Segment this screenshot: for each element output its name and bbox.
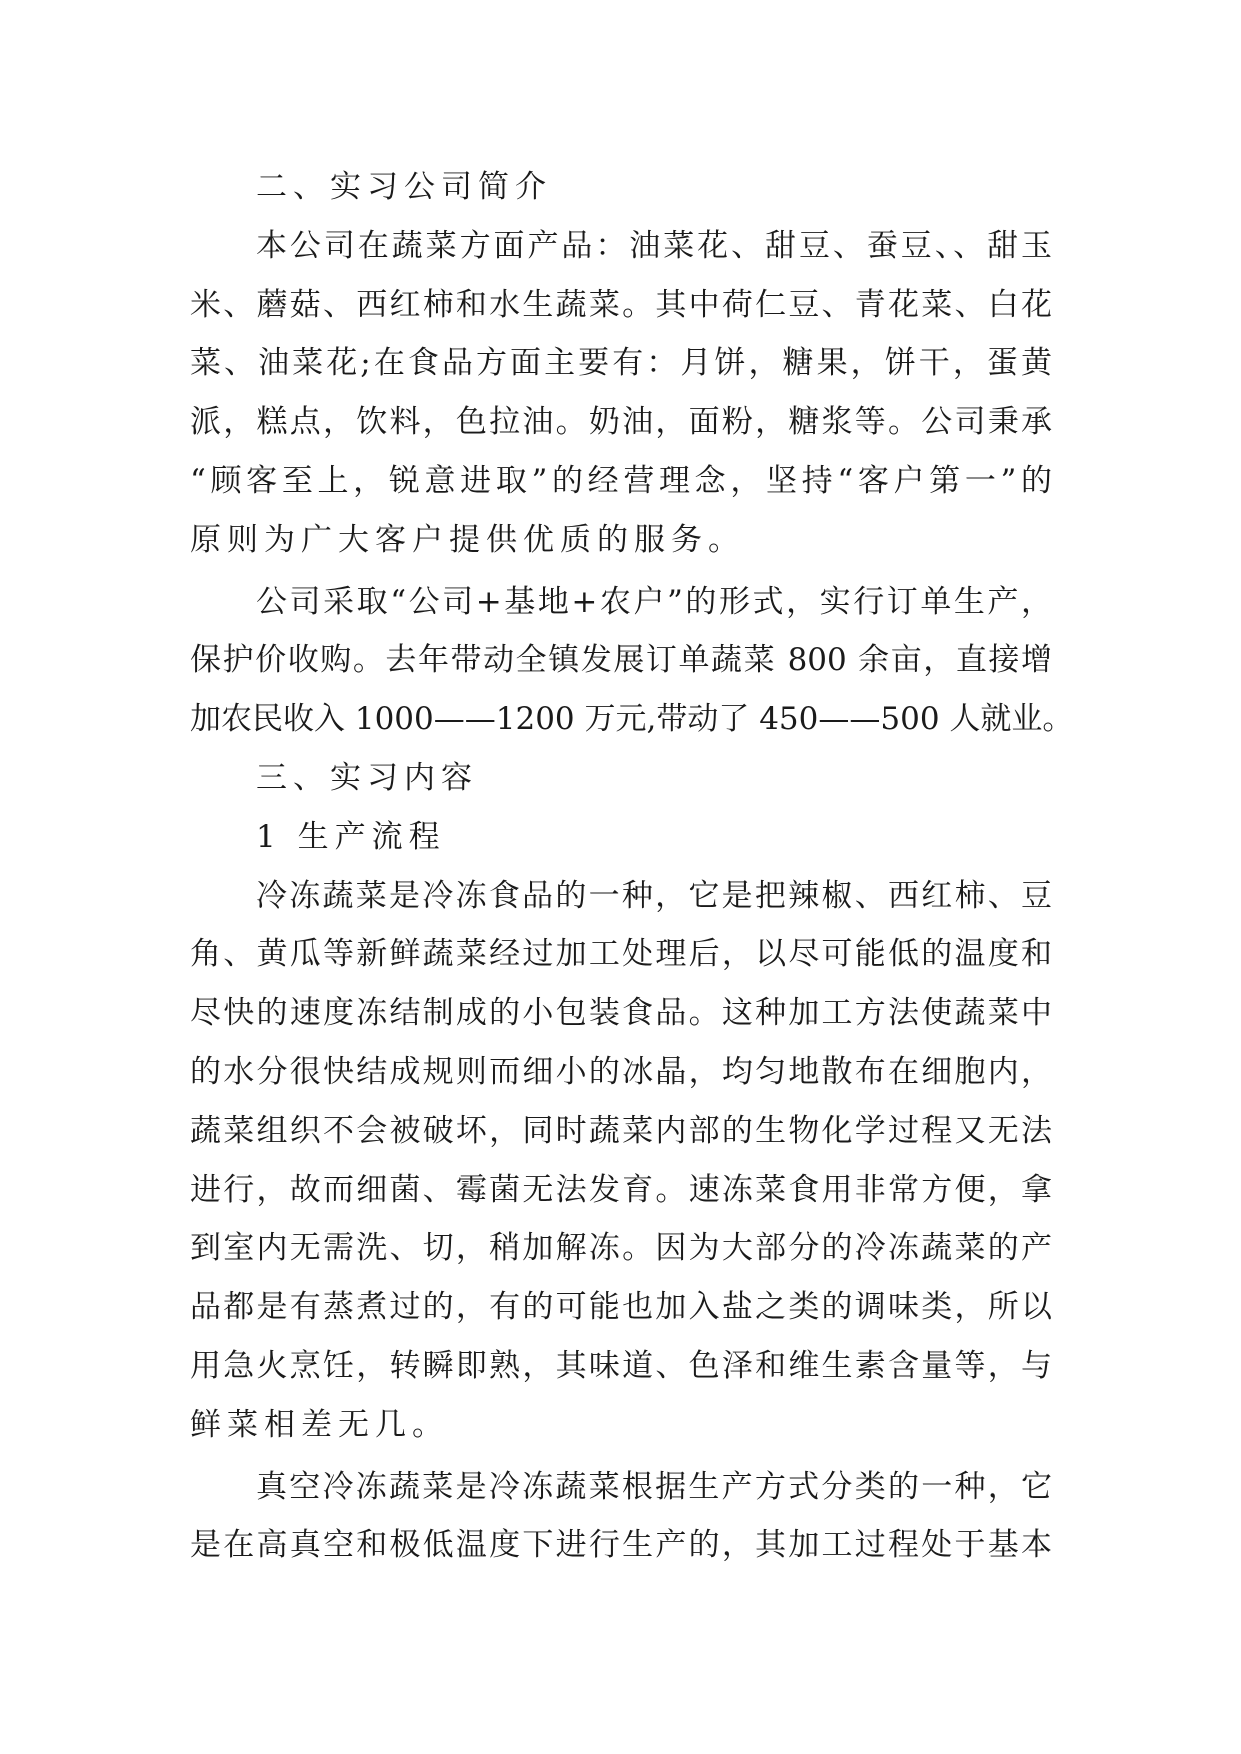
- paragraph-line: 是在高真空和极低温度下进行生产的，其加工过程处于基本: [190, 1527, 1052, 1564]
- paragraph-line: “顾客至上，锐意进取”的经营理念，坚持“客户第一”的: [190, 462, 1052, 499]
- paragraph-line: 米、蘑菇、西红柿和水生蔬菜。其中荷仁豆、青花菜、白花: [190, 286, 1052, 323]
- paragraph-line: 鲜菜相差无几。: [190, 1406, 449, 1443]
- paragraph-first-line: 二、实习公司简介: [256, 169, 552, 205]
- paragraph-line: 加农民收入 1000——1200 万元,带动了 450——500 人就业。: [190, 701, 1074, 738]
- paragraph-line: 尽快的速度冻结制成的小包装食品。这种加工方法使蔬菜中: [190, 995, 1052, 1032]
- paragraph-line: 蔬菜组织不会被破坏，同时蔬菜内部的生物化学过程又无法: [190, 1112, 1052, 1149]
- paragraph-first-line: 公司采取“公司+基地+农户”的形式，实行订单生产，: [256, 583, 1052, 620]
- paragraph-line: 品都是有蒸煮过的，有的可能也加入盐之类的调味类，所以: [190, 1289, 1052, 1326]
- document-page: [190, 158, 1074, 1575]
- paragraph-line: 角、黄瓜等新鲜蔬菜经过加工处理后，以尽可能低的温度和: [190, 936, 1052, 973]
- paragraph-line: 原则为广大客户提供优质的服务。: [190, 521, 745, 558]
- paragraph-line: 用急火烹饪，转瞬即熟，其味道、色泽和维生素含量等，与: [190, 1347, 1052, 1384]
- paragraph-first-line: 冷冻蔬菜是冷冻食品的一种，它是把辣椒、西红柿、豆: [256, 877, 1052, 914]
- paragraph-line: 的水分很快结成规则而细小的冰晶，均匀地散布在细胞内，: [190, 1053, 1052, 1090]
- paragraph-first-line: 三、实习内容: [256, 759, 478, 796]
- paragraph-line: 进行，故而细菌、霉菌无法发育。速冻菜食用非常方便，拿: [190, 1171, 1052, 1208]
- paragraph-first-line: 本公司在蔬菜方面产品：油菜花、甜豆、蚕豆、、甜玉: [256, 227, 1052, 264]
- paragraph-line: 到室内无需洗、切，稍加解冻。因为大部分的冷冻蔬菜的产: [190, 1230, 1052, 1267]
- paragraph-line: 派，糕点，饮料，色拉油。奶油，面粉，糖浆等。公司秉承: [190, 404, 1052, 441]
- paragraph-line: 保护价收购。去年带动全镇发展订单蔬菜 800 余亩，直接增: [190, 642, 1052, 679]
- paragraph-line: 菜、油菜花;在食品方面主要有：月饼，糖果，饼干，蛋黄: [190, 345, 1052, 382]
- paragraph-first-line: 1 生产流程: [256, 818, 446, 855]
- paragraph-first-line: 真空冷冻蔬菜是冷冻蔬菜根据生产方式分类的一种，它: [256, 1468, 1052, 1505]
